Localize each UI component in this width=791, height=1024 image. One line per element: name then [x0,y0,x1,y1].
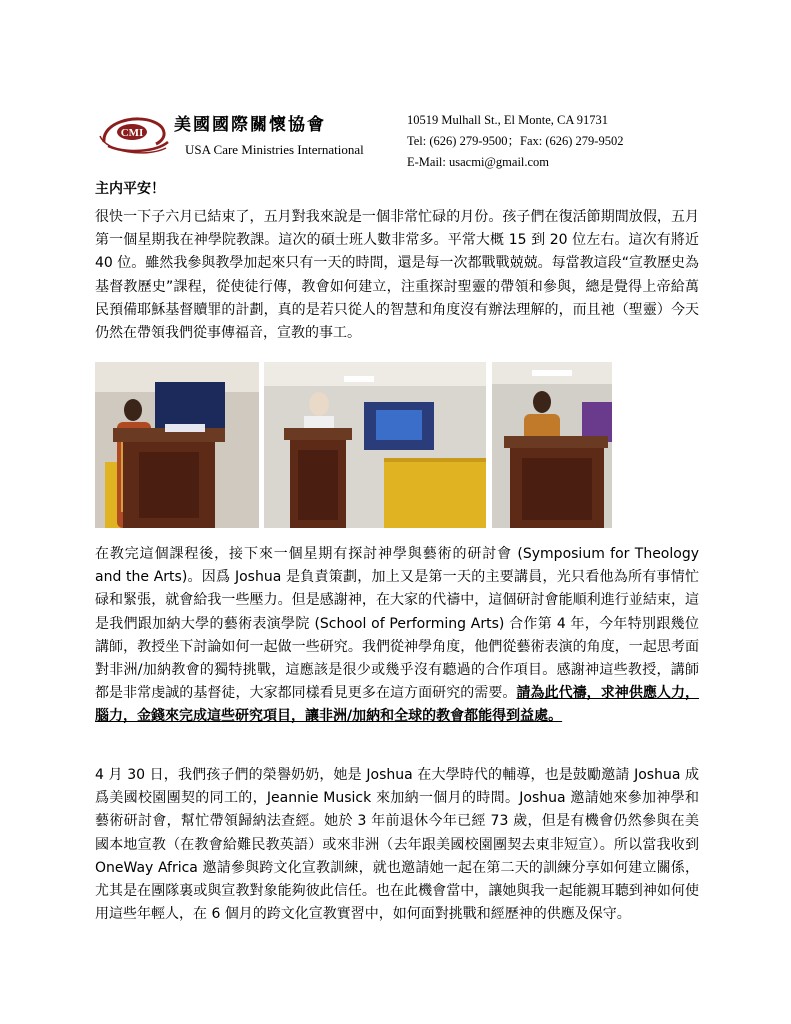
greeting: 主内平安！ [95,181,165,197]
logo-text: CMI [120,127,144,139]
contact-block [407,110,623,173]
address: 10519 Mulhall St., El Monte, CA 91731 [407,113,609,127]
paragraph-2-text: 在教完這個課程後，接下來一個星期有探討神學與藝術的研討會 (Symposium for Theology and the Arts)。因爲 Joshua 是負責策劃，加上又是第一天的主要講員，光只看他為所有事情忙碌和緊張，就會給我一些壓力。但是感謝神，在大家的代禱中，這個研討會能順利進行並結束，這是我們跟加納大學的藝術表演學院 (School of Performing Arts) 合作第 4 年，今年特別跟幾位講師，教授坐下討論如何一起做一些研究。我們從神學角度，他們從藝術表演的角度，一起思考面對非洲/加納教會的獨特挑戰，這應該是很少或幾乎沒有聽過的合作項目。感謝神這些教授，講師都是非常虔誠的基督徒，大家都同樣看見更多在這方面研究的需要。 [95,546,699,702]
photo-speaker-man [492,362,612,528]
cmi-logo [96,112,174,158]
phone-fax: Tel: (626) 279-9500；Fax: (626) 279-9502 [407,134,624,148]
email: E-Mail: usacmi@gmail.com [407,155,550,169]
org-name-chinese: 美國國際關懷協會 [174,115,326,135]
photo-speaker-elder [264,362,486,528]
prayer-request: 請為此代禱，求神供應人力，腦力，金錢來完成這些研究項目，讓非洲/加納和全球的教會都能得到益處。 [95,685,700,725]
paragraph-1: 很快一下子六月已結束了，五月對我來說是一個非常忙碌的月份。孩子們在復活節期間放假，五月第一個星期我在神學院教課。這次的碩士班人數非常多。平常大概 15 到 20 位左右。這次有將近 40 位。雖然我參與教學加起來只有一天的時間，還是每一次都戰戰兢兢。每當教這段“宣教歷史為基督教歷史”課程，從使徒行傳，教會如何建立，注重探討聖靈的帶領和參與，總是覺得上帝給萬民預備耶穌基督贖罪的計劃，真的是若只從人的智慧和角度沒有辦法理解的，而且祂（聖靈）今天仍然在帶領我們從事傳福音，宣教的事工。 [95,209,699,342]
org-name-english: USA Care Ministries International [185,142,364,157]
paragraph-3: 4 月 30 日，我們孩子們的榮譽奶奶，她是 Joshua 在大學時代的輔導，也是鼓勵邀請 Joshua 成爲美國校園團契的同工的，Jeannie Musick 來加納一個月的時間。Joshua 邀請她來參加神學和藝術研討會，幫忙帶領歸納法查經。她於 3 年前退休今年已經 73 歲，但是有機會仍然參與在美國本地宣教（在教會給難民教英語）或來非洲（去年跟美國校園團契去東非短宣）。所以當我收到 OneWay Africa 邀請參與跨文化宣教訓練，就也邀請她一起在第二天的訓練分享如何建立關係，尤其是在團隊裏或與宣教對象能夠彼此信任。也在此機會當中，讓她與我一起能親耳聽到神如何使用這些年輕人，在 6 個月的跨文化宣教實習中，如何面對挑戰和經歷神的供應及保守。 [95,767,699,923]
photo-speaker-woman [95,362,259,528]
paragraph-2 [95,543,699,729]
